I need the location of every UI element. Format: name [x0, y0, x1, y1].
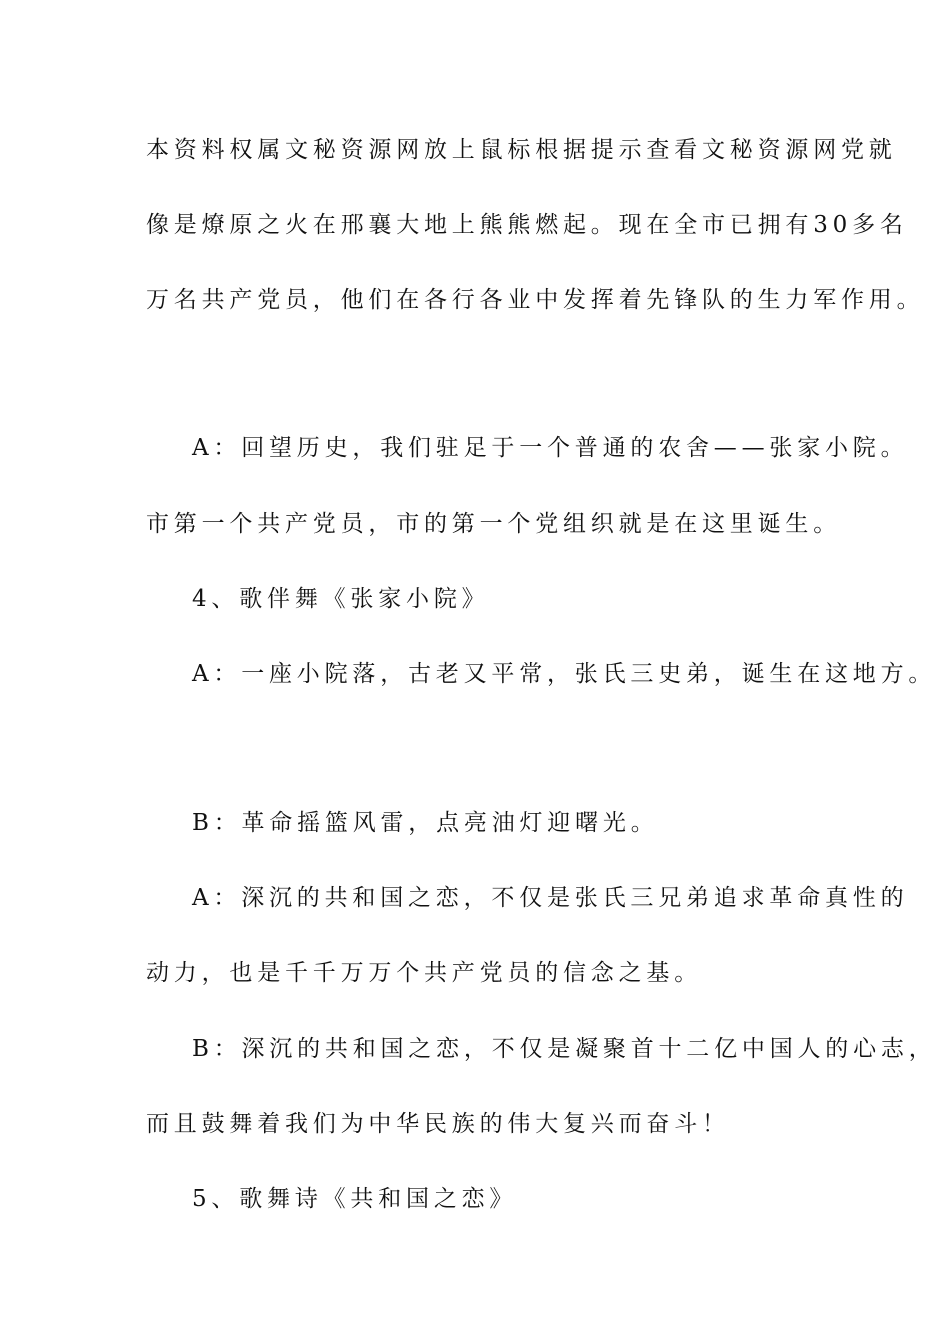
text-line-12: 而且鼓舞着我们为中华民族的伟大复兴而奋斗！ — [146, 1111, 730, 1137]
text-line-2: 像是燎原之火在邢襄大地上熊熊燃起。现在全市已拥有30多名 — [146, 212, 908, 238]
dialogue-line-a-1: A：回望历史，我们驻足于一个普通的农舍——张家小院。 — [192, 435, 909, 461]
text-line-5: 市第一个共产党员，市的第一个党组织就是在这里诞生。 — [146, 511, 841, 537]
program-item-5: 5、歌舞诗《共和国之恋》 — [192, 1186, 518, 1212]
text-line-1: 本资料权属文秘资源网放上鼠标根据提示查看文秘资源网党就 — [146, 137, 897, 163]
program-item-4: 4、歌伴舞《张家小院》 — [192, 586, 490, 612]
text-line-10: 动力，也是千千万万个共产党员的信念之基。 — [146, 960, 702, 986]
dialogue-line-a-3: A：深沉的共和国之恋，不仅是张氏三兄弟追求革命真性的 — [192, 885, 909, 911]
text-line-3: 万名共产党员，他们在各行各业中发挥着先锋队的生力军作用。 — [146, 287, 925, 313]
dialogue-line-b-1: B：革命摇篮风雷，点亮油灯迎曙光。 — [192, 810, 659, 836]
dialogue-line-b-2: B：深沉的共和国之恋，不仅是凝聚首十二亿中国人的心志， — [192, 1036, 937, 1062]
dialogue-line-a-2: A：一座小院落，古老又平常，张氏三史弟，诞生在这地方。 — [192, 661, 937, 687]
